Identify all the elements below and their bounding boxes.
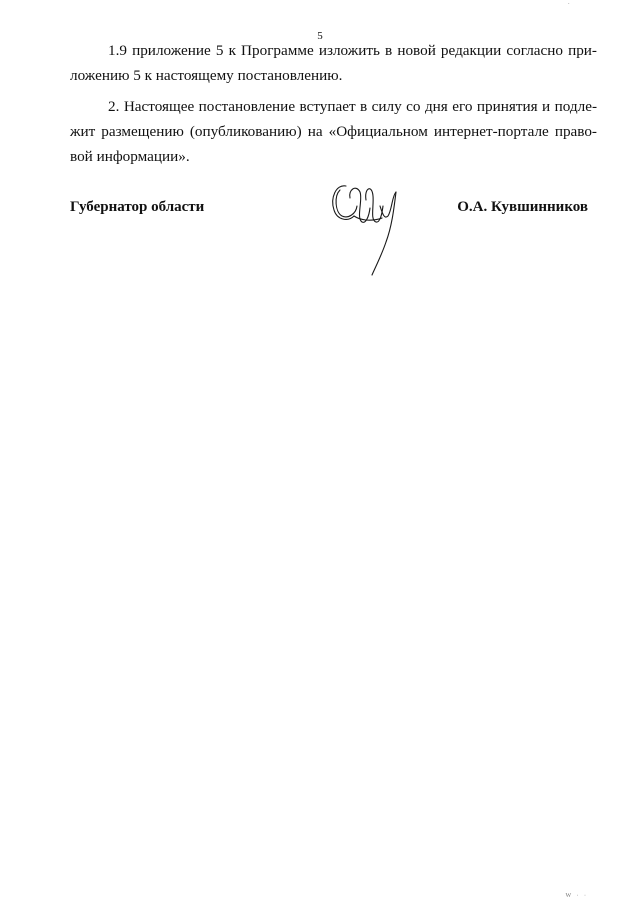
paragraph-line: жит размещению (опубликованию) на «Официальном интернет-портале право- [70, 123, 597, 140]
paragraph-line: ложению 5 к настоящему постановлению. [70, 67, 343, 84]
paragraph-item-2 [70, 94, 597, 169]
corner-mark-top: · [567, 0, 570, 8]
page-number: 5 [317, 30, 323, 42]
signatory-title: Губернатор области [70, 199, 205, 215]
paragraph-line: 2. Настоящее постановление вступает в силу со дня его принятия и подле- [108, 98, 597, 115]
signatory-name: О.А. Кувшинников [457, 199, 588, 215]
handwritten-signature [326, 176, 406, 278]
paragraph-line: вой информации». [70, 148, 190, 165]
paragraph-line: 1.9 приложение 5 к Программе изложить в новой редакции согласно при- [108, 42, 597, 59]
corner-mark-bottom: W · · [565, 893, 588, 899]
paragraph-item-1-9 [70, 38, 597, 88]
